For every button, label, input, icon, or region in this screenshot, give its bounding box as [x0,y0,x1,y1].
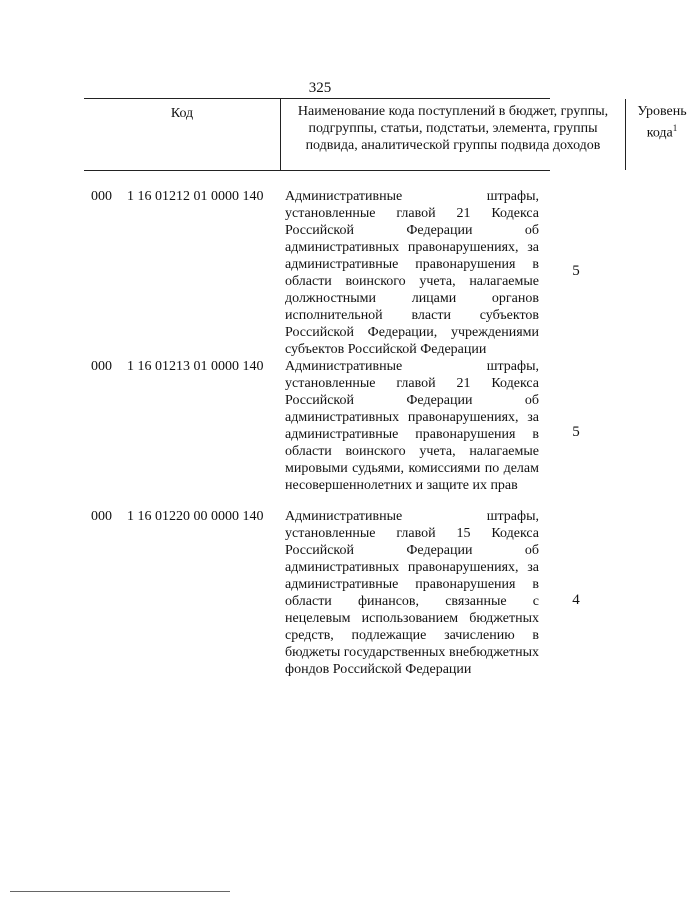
income-description: Административные штрафы, установленные главой 15 Кодекса Российской Федерации об административных правонарушениях, за административные правонарушения в области финансов, связанные с нецелевым использованием бюджетных средств, подлежащие зачислению в бюджеты государственных внебюджетных фондов Российской Федерации [285,509,539,677]
page-number: 325 [308,80,332,96]
income-code: 1 16 01220 00 0000 140 [127,509,264,524]
admin-code: 000 [91,509,112,524]
admin-code: 000 [91,359,112,374]
header-code: Код [170,106,194,121]
code-level: 4 [572,592,580,608]
footnote-separator [10,891,230,892]
admin-code: 000 [91,189,112,204]
income-description: Административные штрафы, установленные главой 21 Кодекса Российской Федерации об административных правонарушениях, за административные правонарушения в области воинского учета, налагаемые должностными лицами органов исполнительной власти субъектов Российской Федерации, учреждениями субъектов Российской Федерации [285,189,539,357]
income-code: 1 16 01213 01 0000 140 [127,359,264,374]
header-level: Уровень кода [637,104,687,141]
header-level-cell [630,103,694,142]
code-level: 5 [572,263,580,279]
income-description: Административные штрафы, установленные главой 21 Кодекса Российской Федерации об административных правонарушениях, за административные правонарушения в области воинского учета, налагаемые мировыми судьями, комиссиями по делам несовершеннолетних и защите их прав [285,359,539,493]
code-level: 5 [572,424,580,440]
income-code: 1 16 01212 01 0000 140 [127,189,264,204]
header-name-cell [280,99,626,170]
header-level-footnote: 1 [672,123,678,133]
table-header [84,98,687,171]
header-name: Наименование кода поступлений в бюджет, группы, подгруппы, статьи, подстатьи, элемента, группы подвида, аналитической группы подвида доходов [297,104,609,153]
